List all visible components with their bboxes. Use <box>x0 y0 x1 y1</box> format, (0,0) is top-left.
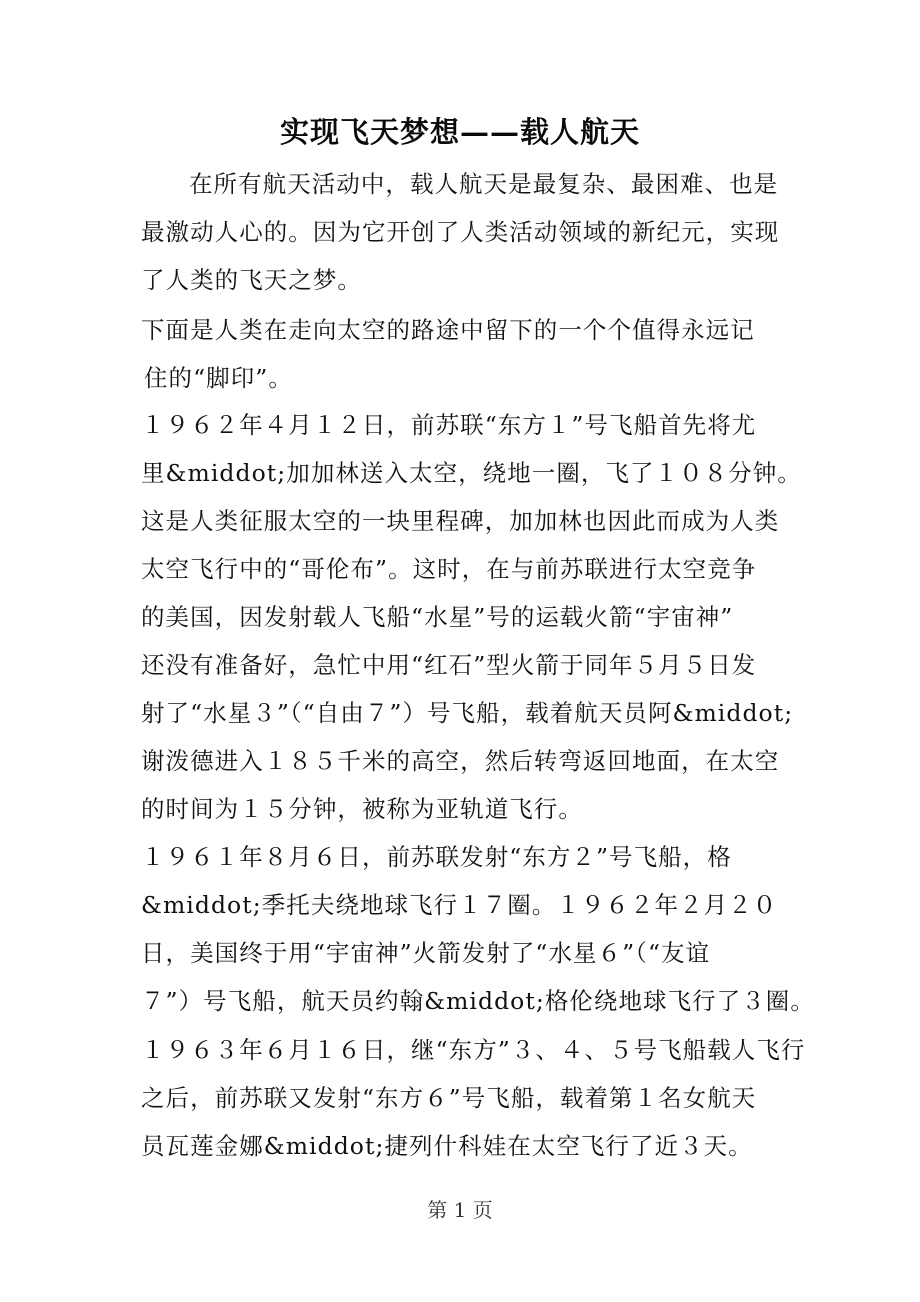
paragraph-2-line-2: 住的“脚印”。 <box>144 364 293 392</box>
paragraph-1-line-2: 最激动人心的。因为它开创了人类活动领域的新纪元，实现 <box>141 218 780 246</box>
paragraph-2-line-1: 下面是人类在走向太空的路途中留下的一个个值得永远记 <box>141 316 755 344</box>
paragraph-4-line-2: &middot;季托夫绕地球飞行１７圈。１９６２年２月２０ <box>141 891 778 919</box>
paragraph-3-line-7: 射了“水星３”（“自由７”）号飞船，载着航天员阿&middot; <box>141 699 794 727</box>
document-title: 实现飞天梦想——载人航天 <box>279 115 640 149</box>
paragraph-1-line-1: 在所有航天活动中，载人航天是最复杂、最困难、也是 <box>189 170 779 198</box>
paragraph-5-line-1: １９６３年６月１６日，继“东方”３、４、５号飞船载人飞行 <box>141 1036 806 1064</box>
paragraph-4-line-1: １９６１年８月６日，前苏联发射“东方２”号飞船，格 <box>141 843 732 871</box>
paragraph-3-line-9: 的时间为１５分钟，被称为亚轨道飞行。 <box>141 795 583 823</box>
paragraph-5-line-3: 员瓦莲金娜&middot;捷列什科娃在太空飞行了近３天。 <box>141 1132 753 1160</box>
paragraph-3-line-8: 谢泼德进入１８５千米的高空，然后转弯返回地面，在太空 <box>141 747 780 775</box>
paragraph-1-line-3: 了人类的飞天之梦。 <box>141 266 362 294</box>
paragraph-3-line-3: 这是人类征服太空的一块里程碑，加加林也因此而成为人类 <box>141 507 780 535</box>
paragraph-4-line-3: 日，美国终于用“宇宙神”火箭发射了“水星６”（“友谊 <box>141 939 711 967</box>
page-number-footer: 第 1 页 <box>427 1198 493 1222</box>
paragraph-4-line-4: ７”）号飞船，航天员约翰&middot;格伦绕地球飞行了３圈。 <box>141 987 815 1015</box>
paragraph-3-line-5: 的美国，因发射载人飞船“水星”号的运载火箭“宇宙神” <box>141 603 734 631</box>
paragraph-3-line-1: １９６２年４月１２日，前苏联“东方１”号飞船首先将尤 <box>141 411 757 439</box>
paragraph-3-line-2: 里&middot;加加林送入太空，绕地一圈，飞了１０８分钟。 <box>141 459 802 487</box>
paragraph-5-line-2: 之后，前苏联又发射“东方６”号飞船，载着第１名女航天 <box>141 1084 757 1112</box>
paragraph-3-line-6: 还没有准备好，急忙中用“红石”型火箭于同年５月５日发 <box>141 651 757 679</box>
paragraph-3-line-4: 太空飞行中的“哥伦布”。这时，在与前苏联进行太空竞争 <box>141 555 757 583</box>
